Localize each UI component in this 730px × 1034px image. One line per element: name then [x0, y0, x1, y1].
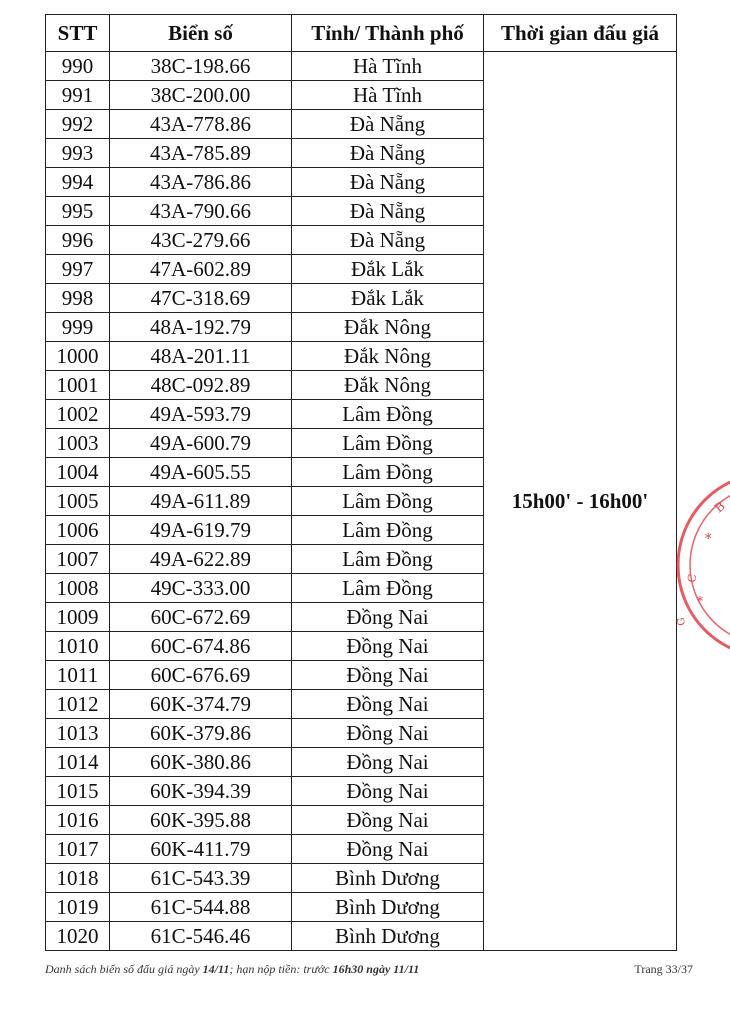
- header-plate: Biển số: [110, 15, 292, 52]
- row-stt: 1001: [46, 371, 110, 400]
- row-province: Đồng Nai: [292, 661, 484, 690]
- row-stt: 1011: [46, 661, 110, 690]
- row-province: Đà Nẵng: [292, 197, 484, 226]
- row-plate: 43A-778.86: [110, 110, 292, 139]
- row-stt: 996: [46, 226, 110, 255]
- row-province: Đắk Nông: [292, 371, 484, 400]
- row-stt: 1015: [46, 777, 110, 806]
- svg-text:B: B: [711, 498, 728, 516]
- row-province: Đồng Nai: [292, 835, 484, 864]
- row-stt: 991: [46, 81, 110, 110]
- footer-prefix: Danh sách biển số đấu giá ngày: [45, 962, 203, 976]
- header-stt: STT: [46, 15, 110, 52]
- row-province: Lâm Đồng: [292, 458, 484, 487]
- svg-text:*: *: [705, 532, 712, 547]
- row-stt: 997: [46, 255, 110, 284]
- header-time: Thời gian đấu giá: [484, 15, 677, 52]
- row-province: Đắk Lắk: [292, 255, 484, 284]
- row-province: Lâm Đồng: [292, 400, 484, 429]
- row-stt: 1020: [46, 922, 110, 951]
- row-plate: 60K-374.79: [110, 690, 292, 719]
- row-plate: 60C-676.69: [110, 661, 292, 690]
- row-stt: 990: [46, 52, 110, 81]
- row-plate: 43A-790.66: [110, 197, 292, 226]
- row-stt: 1016: [46, 806, 110, 835]
- row-plate: 38C-198.66: [110, 52, 292, 81]
- row-plate: 61C-544.88: [110, 893, 292, 922]
- row-province: Đồng Nai: [292, 603, 484, 632]
- row-plate: 60K-380.86: [110, 748, 292, 777]
- row-plate: 48C-092.89: [110, 371, 292, 400]
- red-seal-stamp-icon: [675, 465, 730, 665]
- row-plate: 60K-394.39: [110, 777, 292, 806]
- row-plate: 60K-379.86: [110, 719, 292, 748]
- auction-plate-table: [45, 14, 677, 951]
- row-plate: 60C-672.69: [110, 603, 292, 632]
- svg-text:C: C: [685, 572, 700, 584]
- row-stt: 1017: [46, 835, 110, 864]
- row-plate: 48A-192.79: [110, 313, 292, 342]
- table-body: [46, 52, 677, 951]
- row-province: Hà Tĩnh: [292, 52, 484, 81]
- row-province: Đồng Nai: [292, 690, 484, 719]
- row-plate: 49A-619.79: [110, 516, 292, 545]
- row-province: Lâm Đồng: [292, 516, 484, 545]
- row-plate: 43A-785.89: [110, 139, 292, 168]
- row-stt: 1009: [46, 603, 110, 632]
- row-province: Đà Nẵng: [292, 168, 484, 197]
- row-stt: 1004: [46, 458, 110, 487]
- page-number: Trang 33/37: [634, 962, 693, 976]
- row-plate: 60K-395.88: [110, 806, 292, 835]
- row-province: Đắk Nông: [292, 342, 484, 371]
- row-stt: 1007: [46, 545, 110, 574]
- row-stt: 1005: [46, 487, 110, 516]
- row-stt: 1019: [46, 893, 110, 922]
- row-plate: 49A-605.55: [110, 458, 292, 487]
- table-row: [46, 52, 677, 81]
- row-province: Lâm Đồng: [292, 429, 484, 458]
- row-province: Đồng Nai: [292, 806, 484, 835]
- row-plate: 49A-600.79: [110, 429, 292, 458]
- row-province: Đà Nẵng: [292, 110, 484, 139]
- header-province: Tỉnh/ Thành phố: [292, 15, 484, 52]
- row-stt: 1002: [46, 400, 110, 429]
- row-province: Đồng Nai: [292, 632, 484, 661]
- row-plate: 43C-279.66: [110, 226, 292, 255]
- row-province: Đắk Nông: [292, 313, 484, 342]
- row-province: Bình Dương: [292, 922, 484, 951]
- row-plate: 49C-333.00: [110, 574, 292, 603]
- row-plate: 38C-200.00: [110, 81, 292, 110]
- row-province: Lâm Đồng: [292, 574, 484, 603]
- row-plate: 61C-546.46: [110, 922, 292, 951]
- svg-text:*: *: [697, 594, 703, 608]
- row-province: Lâm Đồng: [292, 545, 484, 574]
- row-stt: 998: [46, 284, 110, 313]
- row-province: Bình Dương: [292, 864, 484, 893]
- row-plate: 60K-411.79: [110, 835, 292, 864]
- row-stt: 993: [46, 139, 110, 168]
- row-stt: 994: [46, 168, 110, 197]
- row-province: Lâm Đồng: [292, 487, 484, 516]
- footer-deadline: 16h30 ngày 11/11: [332, 962, 420, 976]
- row-province: Đồng Nai: [292, 777, 484, 806]
- row-plate: 48A-201.11: [110, 342, 292, 371]
- footer-middle: ; hạn nộp tiền: trước: [229, 962, 333, 976]
- row-province: Đồng Nai: [292, 748, 484, 777]
- row-province: Đồng Nai: [292, 719, 484, 748]
- footer-date: 14/11: [202, 962, 230, 976]
- row-stt: 999: [46, 313, 110, 342]
- row-stt: 1003: [46, 429, 110, 458]
- row-plate: 49A-611.89: [110, 487, 292, 516]
- row-stt: 992: [46, 110, 110, 139]
- row-plate: 49A-622.89: [110, 545, 292, 574]
- row-stt: 1013: [46, 719, 110, 748]
- row-province: Đắk Lắk: [292, 284, 484, 313]
- row-stt: 1008: [46, 574, 110, 603]
- row-stt: 1000: [46, 342, 110, 371]
- row-stt: 1010: [46, 632, 110, 661]
- row-province: Hà Tĩnh: [292, 81, 484, 110]
- row-plate: 61C-543.39: [110, 864, 292, 893]
- page-footer: [45, 962, 693, 982]
- table-header-row: [46, 15, 677, 52]
- auction-time-cell: 15h00' - 16h00': [484, 52, 677, 951]
- svg-text:G: G: [675, 616, 688, 627]
- row-stt: 1018: [46, 864, 110, 893]
- row-plate: 47A-602.89: [110, 255, 292, 284]
- row-stt: 1014: [46, 748, 110, 777]
- row-plate: 43A-786.86: [110, 168, 292, 197]
- row-province: Đà Nẵng: [292, 226, 484, 255]
- row-province: Đà Nẵng: [292, 139, 484, 168]
- row-plate: 60C-674.86: [110, 632, 292, 661]
- row-plate: 47C-318.69: [110, 284, 292, 313]
- row-province: Bình Dương: [292, 893, 484, 922]
- row-stt: 995: [46, 197, 110, 226]
- row-plate: 49A-593.79: [110, 400, 292, 429]
- row-stt: 1006: [46, 516, 110, 545]
- row-stt: 1012: [46, 690, 110, 719]
